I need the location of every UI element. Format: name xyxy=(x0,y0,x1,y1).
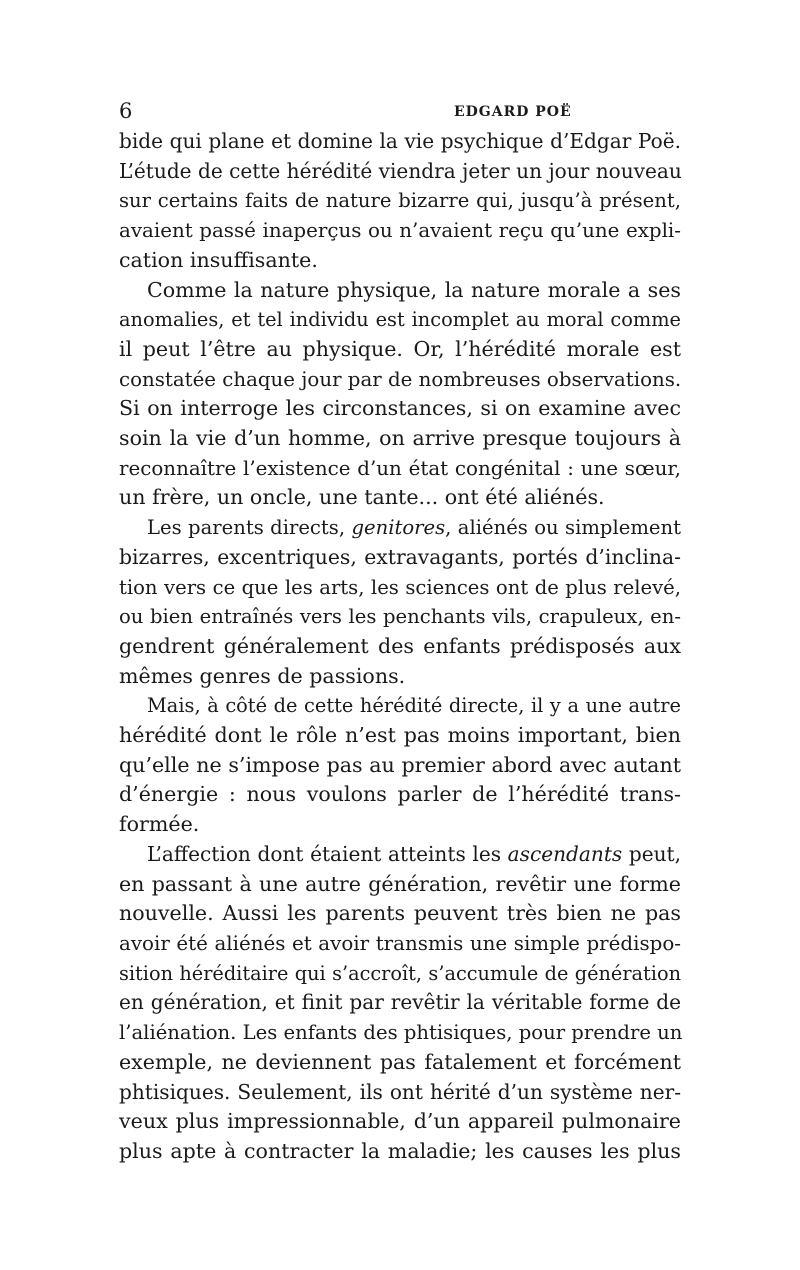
text-run: peut, xyxy=(622,841,682,866)
text-line: hérédité dont le rôle n’est pas moins important, bien xyxy=(119,723,681,748)
text-line: en génération, et finit par revêtir la véritable forme de xyxy=(119,990,681,1015)
text-line: Si on interroge les circonstances, si on examine avec xyxy=(119,396,681,421)
text-line: l’aliénation. Les enfants des phtisiques, pour prendre un xyxy=(119,1021,683,1045)
text-line: nouvelle. Aussi les parents peuvent très bien ne pas xyxy=(119,901,681,926)
text-line: bizarres, excentriques, extravagants, portés d’inclina- xyxy=(119,544,681,569)
text-line xyxy=(119,840,681,870)
text-line: reconnaître l’existence d’un état congénital : une sœur, xyxy=(119,456,681,480)
text-line: Comme la nature physique, la nature morale a ses xyxy=(147,277,681,302)
text-line: veux plus impressionnable, d’un appareil pulmonaire xyxy=(119,1109,681,1134)
page-header xyxy=(119,97,681,127)
text-line: formée. xyxy=(119,812,200,837)
text-line: L’étude de cette hérédité viendra jeter un jour nouveau xyxy=(119,158,682,183)
text-line: plus apte à contracter la maladie; les causes les plus xyxy=(119,1138,681,1163)
text-line: sition héréditaire qui s’accroît, s’accumule de génération xyxy=(119,961,681,985)
text-line: anomalies, et tel individu est incomplet au moral comme xyxy=(119,308,681,332)
text-line: sur certains faits de nature bizarre qui, jusqu’à présent, xyxy=(119,189,681,213)
text-line: exemple, ne deviennent pas fatalement et forcément xyxy=(119,1049,681,1074)
latin-term: genitores xyxy=(351,516,446,540)
text-line: tion vers ce que les arts, les sciences ont de plus relevé, xyxy=(119,575,681,599)
text-line: soin la vie d’un homme, on arrive presque toujours à xyxy=(119,426,681,451)
page-number: 6 xyxy=(119,99,133,123)
text-line: il peut l’être au physique. Or, l’hérédité morale est xyxy=(119,336,681,361)
text-run: , aliénés ou simplement xyxy=(445,516,681,540)
emphasized-term: ascendants xyxy=(507,841,623,866)
text-line: ou bien entraînés vers les penchants vils, crapuleux, en- xyxy=(119,605,681,629)
text-line: qu’elle ne s’impose pas au premier abord avec autant xyxy=(119,752,681,777)
text-line: avaient passé inaperçus ou n’avaient reçu qu’une expli- xyxy=(119,219,681,243)
text-line: en passant à une autre génération, revêtir une forme xyxy=(119,871,681,896)
text-line xyxy=(119,513,681,543)
text-line: bide qui plane et domine la vie psychique d’Edgar Poë. xyxy=(119,129,681,153)
text-line: phtisiques. Seulement, ils ont hérité d’un système ner- xyxy=(119,1079,681,1104)
text-line: Mais, à côté de cette hérédité directe, il y a une autre xyxy=(147,694,681,718)
text-line: mêmes genres de passions. xyxy=(119,663,406,688)
running-title: EDGARD POË xyxy=(454,104,572,120)
text-line: constatée chaque jour par de nombreuses observations. xyxy=(119,367,682,391)
text-run: L’affection dont étaient atteints les xyxy=(147,841,508,866)
body-text xyxy=(119,127,681,1167)
text-run: Les parents directs, xyxy=(147,516,352,540)
text-line: cation insuffisante. xyxy=(119,247,318,272)
text-line: un frère, un oncle, une tante... ont été aliénés. xyxy=(119,485,605,510)
text-line: d’énergie : nous voulons parler de l’hérédité trans- xyxy=(119,782,681,807)
text-line: gendrent généralement des enfants prédisposés aux xyxy=(119,633,681,658)
text-line: avoir été aliénés et avoir transmis une simple prédispo- xyxy=(119,931,681,955)
